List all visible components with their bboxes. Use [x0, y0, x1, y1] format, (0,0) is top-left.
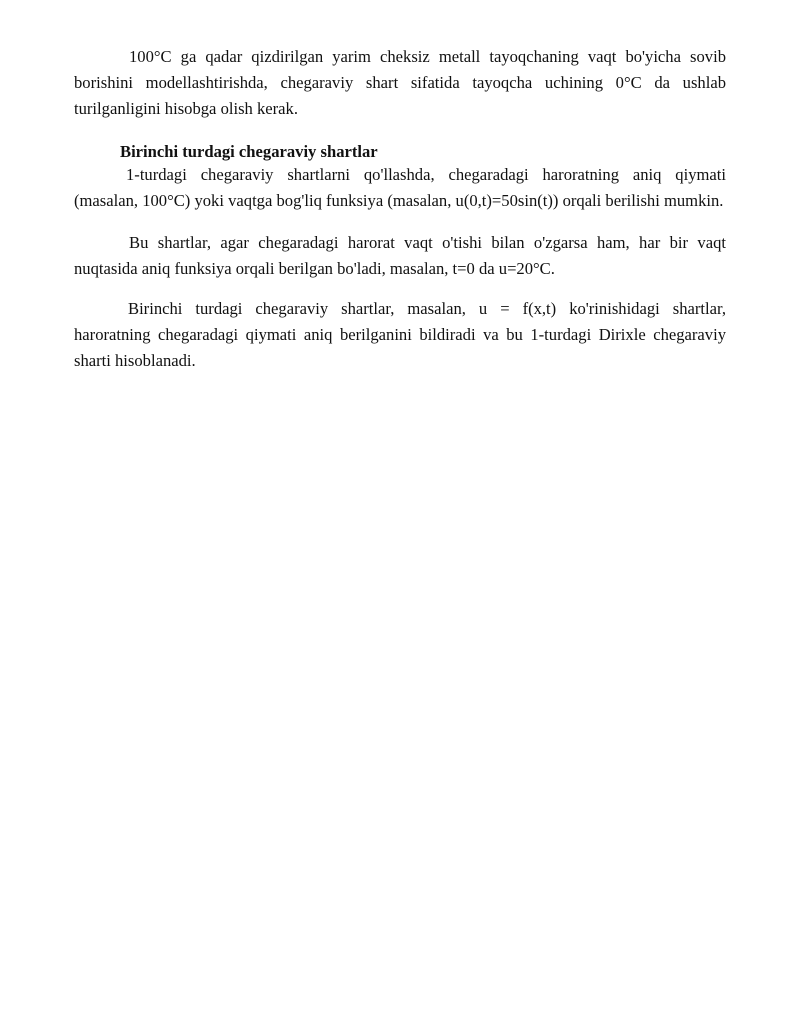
paragraph-time-varying-boundary: Bu shartlar, agar chegaradagi harorat vaqt o'tishi bilan o'zgarsa ham, har bir vaqt nuqtasida aniq funksiya orqali berilgan bo'ladi, masalan, t=0 da u=20°C. — [74, 233, 726, 278]
paragraph-cooling-rod: 100°C ga qadar qizdirilgan yarim cheksiz metall tayoqchaning vaqt bo'yicha sovib borishini modellashtirishda, chegaraviy shart sifatida tayoqcha uchining 0°C da ushlab turilganligini hisobga olish kerak. — [74, 47, 726, 118]
section-heading: Birinchi turdagi chegaraviy shartlar — [120, 142, 378, 161]
paragraph-dirichlet-condition: Birinchi turdagi chegaraviy shartlar, masalan, u = f(x,t) ko'rinishidagi shartlar, haroratning chegaradagi qiymati aniq berilganini bildiradi va bu 1-turdagi Dirixle chegaraviy sharti hisoblanadi. — [74, 299, 726, 370]
paragraph-first-type-conditions: 1-turdagi chegaraviy shartlarni qo'llashda, chegaradagi haroratning aniq qiymati (masalan, 100°C) yoki vaqtga bog'liq funksiya (masalan, u(0,t)=50sin(t)) orqali berilishi mumkin. — [74, 165, 726, 210]
document-body — [74, 44, 726, 374]
